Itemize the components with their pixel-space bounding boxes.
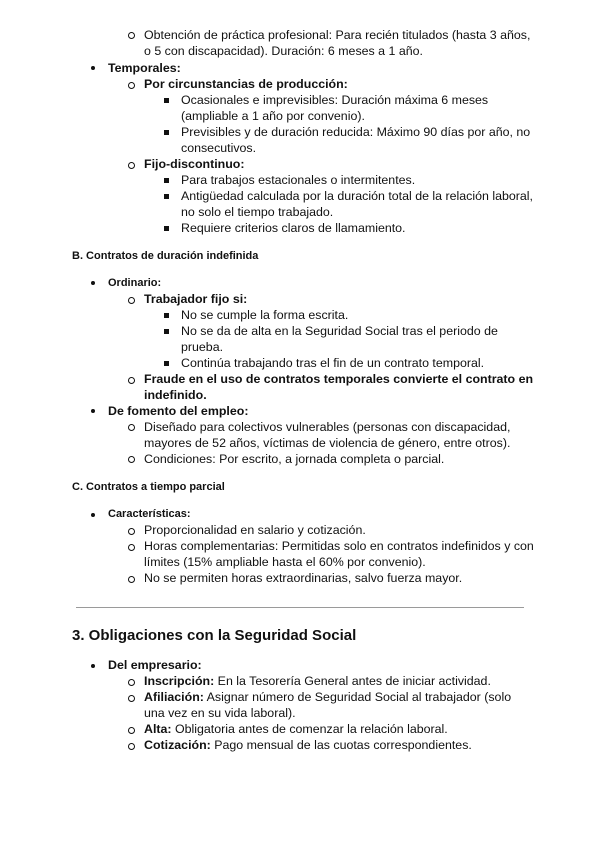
fijo-si-item-2-line-1: No se da de alta en la Seguridad Social tras el periodo de bbox=[181, 324, 498, 338]
circle-bullet-icon bbox=[128, 297, 135, 304]
inscripcion-label: Inscripción: bbox=[144, 674, 215, 688]
fijo-si-label: Trabajador fijo si: bbox=[144, 292, 248, 306]
ocasionales-line-1: Ocasionales e imprevisibles: Duración máxima 6 meses bbox=[181, 93, 489, 107]
square-bullet-icon bbox=[164, 361, 169, 366]
previsibles-line-1: Previsibles y de duración reducida: Máximo 90 días por año, no bbox=[181, 125, 531, 139]
cotizacion-text: Pago mensual de las cuotas correspondientes. bbox=[210, 738, 472, 752]
fomento-item-2: Condiciones: Por escrito, a jornada completa o parcial. bbox=[144, 452, 445, 466]
circle-bullet-icon bbox=[128, 528, 135, 535]
afiliacion-line-2: una vez en su vida laboral). bbox=[144, 706, 296, 720]
caracteristicas-item-2-line-2: límites (15% ampliable hasta el 60% por convenio). bbox=[144, 555, 426, 569]
circle-bullet-icon bbox=[128, 424, 135, 431]
circle-bullet-icon bbox=[128, 377, 135, 384]
inscripcion-text: En la Tesorería General antes de iniciar actividad. bbox=[214, 674, 491, 688]
square-bullet-icon bbox=[164, 313, 169, 318]
section-c-title: C. Contratos a tiempo parcial bbox=[72, 481, 225, 493]
alta-line bbox=[144, 721, 448, 737]
afiliacion-text: Asignar número de Seguridad Social al trabajador (solo bbox=[203, 690, 512, 704]
fijo-discontinuo-label: Fijo-discontinuo: bbox=[144, 157, 245, 171]
section-b-title: B. Contratos de duración indefinida bbox=[72, 250, 259, 262]
cotizacion-label: Cotización: bbox=[144, 738, 211, 752]
square-bullet-icon bbox=[164, 130, 169, 135]
square-bullet-icon bbox=[164, 98, 169, 103]
afiliacion-line-1 bbox=[144, 689, 511, 705]
disc-bullet-icon bbox=[91, 513, 95, 517]
alta-label: Alta: bbox=[144, 722, 172, 736]
temporales-label: Temporales: bbox=[108, 61, 181, 75]
alta-text: Obligatoria antes de comenzar la relación laboral. bbox=[171, 722, 448, 736]
disc-bullet-icon bbox=[91, 664, 95, 668]
afiliacion-label: Afiliación: bbox=[144, 690, 204, 704]
fijo-item-2-line-1: Antigüedad calculada por la duración total de la relación laboral, bbox=[181, 189, 533, 203]
previsibles-line-2: consecutivos. bbox=[181, 141, 257, 155]
fraude-line-2: indefinido. bbox=[144, 388, 207, 402]
fijo-item-3: Requiere criterios claros de llamamiento. bbox=[181, 221, 406, 235]
fijo-si-item-2-line-2: prueba. bbox=[181, 340, 224, 354]
practica-line-1: Obtención de práctica profesional: Para recién titulados (hasta 3 años, bbox=[144, 28, 531, 42]
ordinario-label: Ordinario: bbox=[108, 277, 162, 289]
practica-line-2: o 5 con discapacidad). Duración: 6 meses a 1 año. bbox=[144, 44, 423, 58]
fijo-item-2-line-2: no solo el tiempo trabajado. bbox=[181, 205, 334, 219]
circunstancias-label: Por circunstancias de producción: bbox=[144, 77, 348, 91]
circle-bullet-icon bbox=[128, 695, 135, 702]
horizontal-divider bbox=[76, 607, 524, 608]
disc-bullet-icon bbox=[91, 66, 95, 70]
fijo-si-item-1: No se cumple la forma escrita. bbox=[181, 308, 349, 322]
caracteristicas-item-1: Proporcionalidad en salario y cotización. bbox=[144, 523, 366, 537]
circle-bullet-icon bbox=[128, 679, 135, 686]
square-bullet-icon bbox=[164, 194, 169, 199]
fomento-item-1-line-1: Diseñado para colectivos vulnerables (personas con discapacidad, bbox=[144, 420, 511, 434]
caracteristicas-item-2-line-1: Horas complementarias: Permitidas solo en contratos indefinidos y con bbox=[144, 539, 534, 553]
disc-bullet-icon bbox=[91, 281, 95, 285]
fijo-si-item-3: Continúa trabajando tras el fin de un contrato temporal. bbox=[181, 356, 485, 370]
fijo-item-1: Para trabajos estacionales o intermitentes. bbox=[181, 173, 416, 187]
caracteristicas-label: Características: bbox=[108, 508, 191, 520]
circle-bullet-icon bbox=[128, 456, 135, 463]
circle-bullet-icon bbox=[128, 162, 135, 169]
circle-bullet-icon bbox=[128, 544, 135, 551]
cotizacion-line bbox=[144, 737, 472, 753]
disc-bullet-icon bbox=[91, 409, 95, 413]
circle-bullet-icon bbox=[128, 32, 135, 39]
circle-bullet-icon bbox=[128, 743, 135, 750]
square-bullet-icon bbox=[164, 329, 169, 334]
square-bullet-icon bbox=[164, 226, 169, 231]
caracteristicas-item-3: No se permiten horas extraordinarias, salvo fuerza mayor. bbox=[144, 571, 463, 585]
fraude-line-1: Fraude en el uso de contratos temporales convierte el contrato en bbox=[144, 372, 534, 386]
inscripcion-line bbox=[144, 673, 491, 689]
circle-bullet-icon bbox=[128, 82, 135, 89]
ocasionales-line-2: (ampliable a 1 año por convenio). bbox=[181, 109, 365, 123]
empresario-label: Del empresario: bbox=[108, 658, 202, 672]
square-bullet-icon bbox=[164, 178, 169, 183]
circle-bullet-icon bbox=[128, 727, 135, 734]
fomento-item-1-line-2: mayores de 52 años, víctimas de violencia de género, entre otros). bbox=[144, 436, 511, 450]
fomento-label: De fomento del empleo: bbox=[108, 404, 249, 418]
section-3-title: 3. Obligaciones con la Seguridad Social bbox=[72, 627, 357, 644]
circle-bullet-icon bbox=[128, 576, 135, 583]
